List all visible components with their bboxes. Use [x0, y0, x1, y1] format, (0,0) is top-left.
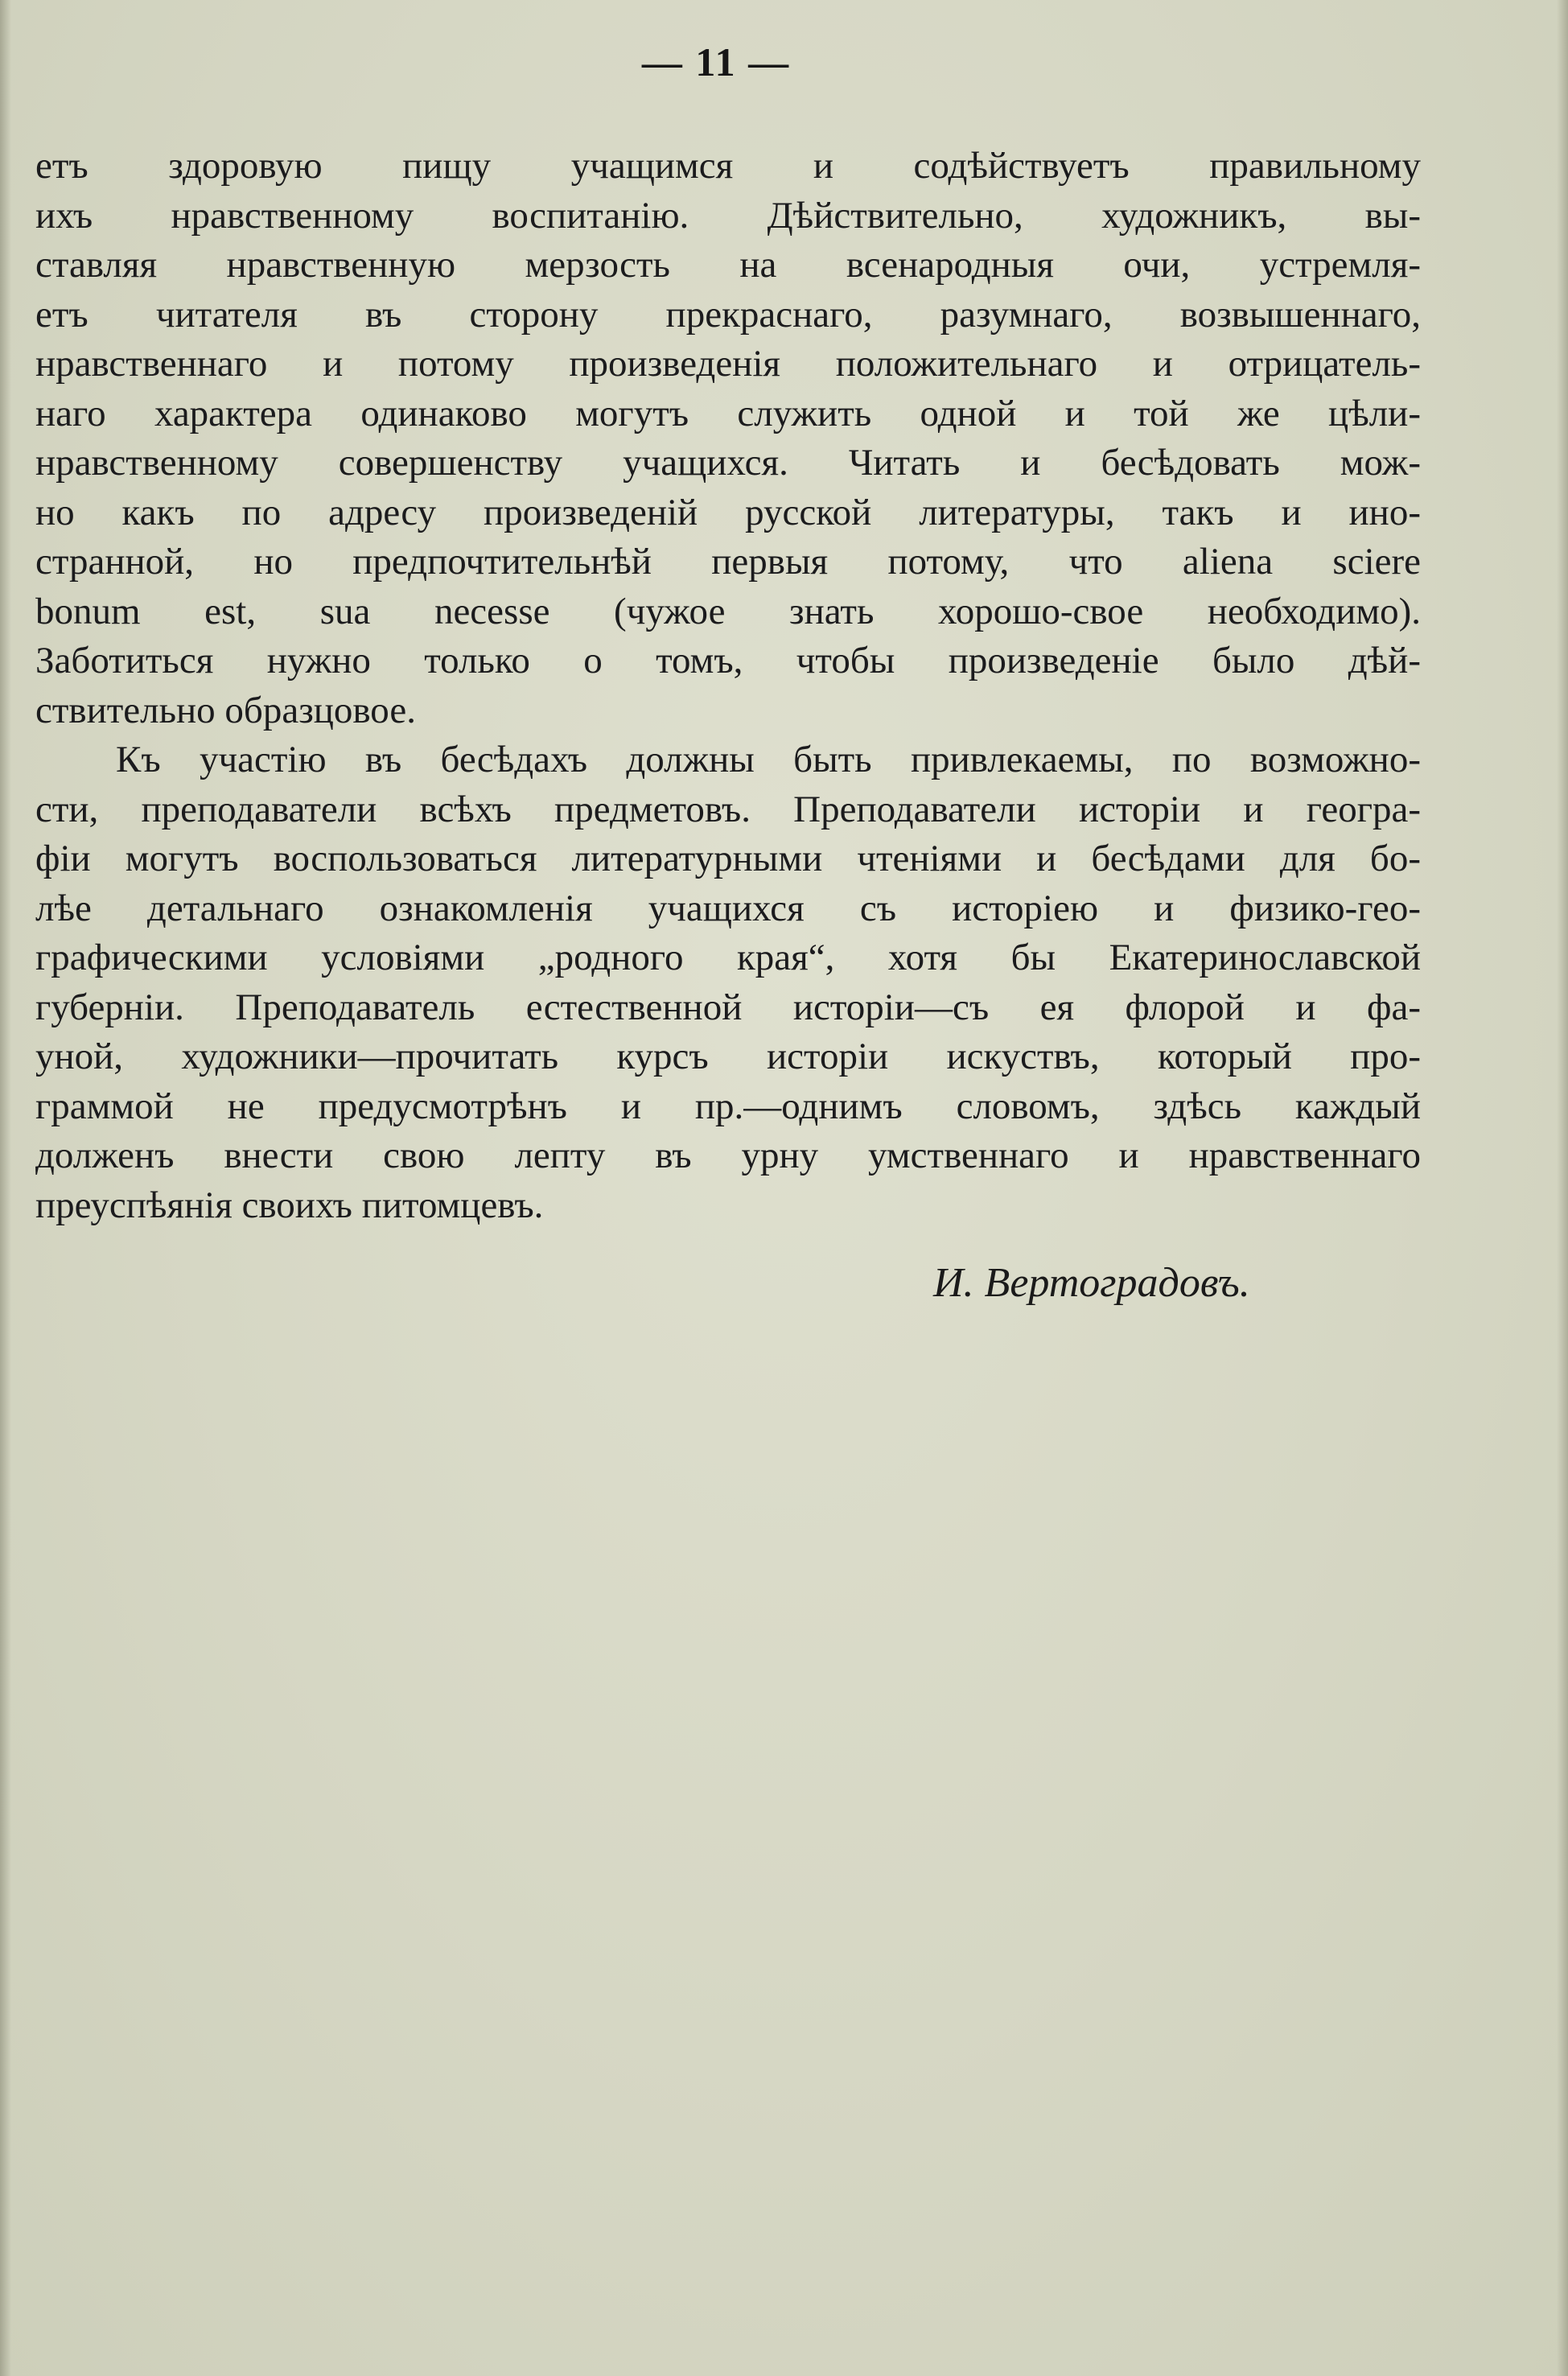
paragraph-2: [35, 735, 1421, 1230]
text-line: ихъ нравственному воспитанію. Дѣйствительно, художникъ, вы-: [35, 194, 1421, 237]
text-line: но какъ по адресу произведеній русской литературы, такъ и ино-: [35, 491, 1421, 533]
text-line: странной, но предпочтительнѣй первыя потому, что aliena sciere: [35, 541, 1421, 583]
text-line: лѣе детальнаго ознакомленія учащихся съ исторіею и физико-гео-: [35, 887, 1421, 929]
text-line: долженъ внести свою лепту въ урну умственнаго и нравственнаго: [35, 1134, 1421, 1176]
text-line: графическими условіями „родного края“, хотя бы Екатеринославской: [35, 937, 1421, 978]
author-signature: И. Вертоградовъ.: [933, 1260, 1250, 1306]
text-line: Къ участію въ бесѣдахъ должны быть привлекаемы, по возможно-: [116, 739, 1421, 780]
text-line: наго характера одинаково могутъ служить одной и той же цѣли-: [35, 392, 1421, 434]
text-line: етъ читателя въ сторону прекраснаго, разумнаго, возвышеннаго,: [35, 293, 1421, 336]
text-line: нравственному совершенству учащихся. Читать и бесѣдовать мож-: [35, 442, 1421, 484]
page-edge-right: [1557, 0, 1568, 2376]
text-line: губерніи. Преподаватель естественной исторіи—съ ея флорой и фа-: [35, 986, 1421, 1028]
text-line: сти, преподаватели всѣхъ предметовъ. Преподаватели исторіи и геогра-: [35, 788, 1421, 830]
body-text: [35, 142, 1421, 1230]
text-line: етъ здоровую пищу учащимся и содѣйствуетъ правильному: [35, 145, 1421, 187]
text-line: граммой не предусмотрѣнъ и пр.—однимъ словомъ, здѣсь каждый: [35, 1085, 1421, 1127]
text-line: bonum est, sua necesse (чужое знать хорошо-свое необходимо).: [35, 590, 1421, 632]
text-line: фіи могутъ воспользоваться литературными чтеніями и бесѣдами для бо-: [35, 838, 1421, 879]
text-line: ставляя нравственную мерзость на всенародныя очи, устремля-: [35, 244, 1421, 286]
page-number: — 11 —: [641, 39, 791, 84]
paragraph-1: [35, 142, 1421, 735]
text-line: уной, художники—прочитать курсъ исторіи искуствъ, который про-: [35, 1036, 1421, 1077]
text-line: нравственнаго и потому произведенія положительнаго и отрицатель-: [35, 343, 1421, 385]
text-line: преуспѣянія своихъ питомцевъ.: [35, 1184, 544, 1226]
text-line: Заботиться нужно только о томъ, чтобы произведеніе было дѣй-: [35, 640, 1421, 682]
text-line: ствительно образцовое.: [35, 689, 416, 731]
page-edge-left: [0, 0, 11, 2376]
